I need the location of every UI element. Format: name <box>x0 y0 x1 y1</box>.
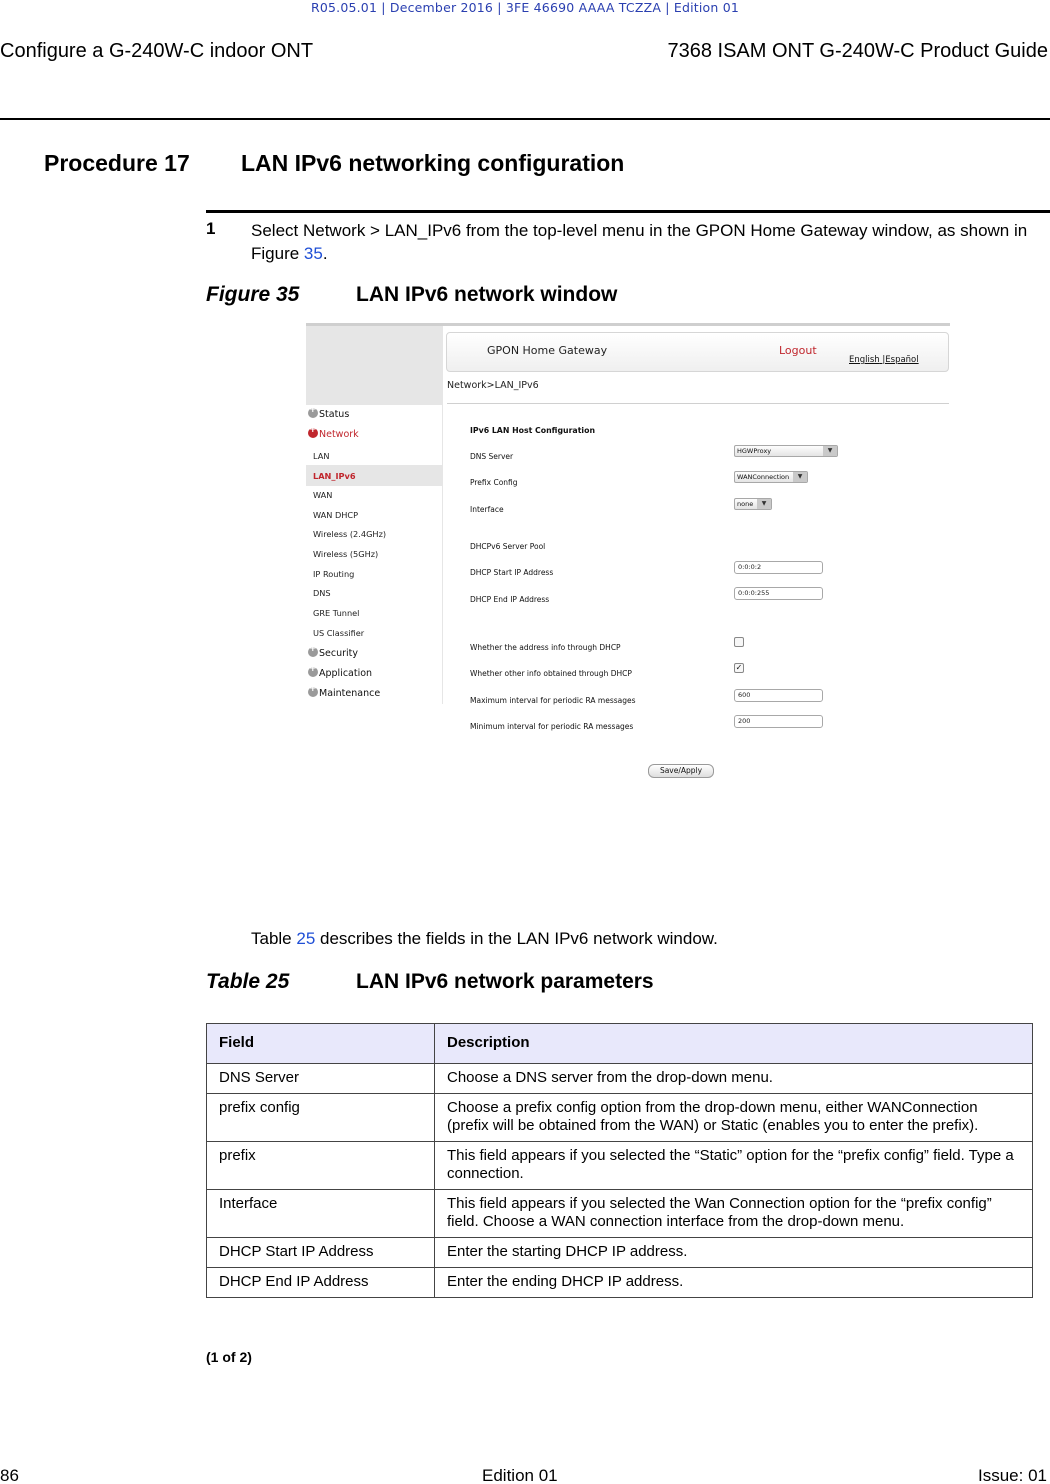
nav-lan-ipv6[interactable]: LAN_IPv6 <box>313 471 356 481</box>
addr-dhcp-label: Whether the address info through DHCP <box>470 643 621 652</box>
other-dhcp-checkbox[interactable]: ✓ <box>735 663 743 672</box>
chevron-down-icon: ▼ <box>757 499 771 509</box>
end-ip-input[interactable]: 0:0:0:255 <box>734 587 823 600</box>
figure-caption <box>206 283 617 307</box>
description-cell: Choose a prefix config option from the drop-down menu, either WANConnection (prefix will be obtained from the WAN) or Static (enables you to enter the prefix). <box>435 1094 1033 1142</box>
field-cell: prefix <box>207 1142 435 1190</box>
expand-icon <box>308 428 318 438</box>
lan-ipv6-screenshot <box>306 323 950 783</box>
step-text-before: Select Network > LAN_IPv6 from the top-level menu in the GPON Home Gateway window, as shown in Figure <box>251 221 1028 263</box>
header-divider <box>0 118 1050 120</box>
header-guide-title: 7368 ISAM ONT G-240W-C Product Guide <box>667 40 1048 62</box>
field-cell: DNS Server <box>207 1064 435 1094</box>
nav-lan[interactable]: LAN <box>313 451 330 461</box>
gateway-title: GPON Home Gateway <box>487 344 608 357</box>
nav-wireless-24ghz[interactable]: Wireless (2.4GHz) <box>313 529 387 539</box>
figure-label: Figure 35 <box>206 283 300 306</box>
table-link[interactable]: 25 <box>296 929 316 948</box>
table-row <box>207 1190 1033 1238</box>
table-row <box>207 1094 1033 1142</box>
nav-security[interactable]: +Security <box>308 647 358 659</box>
table-label: Table 25 <box>206 970 290 993</box>
description-cell: Enter the ending DHCP IP address. <box>435 1268 1033 1298</box>
lang-english-link[interactable]: English <box>849 355 880 365</box>
step-number: 1 <box>206 219 216 238</box>
parameters-table <box>206 1023 1033 1298</box>
breadcrumb-divider <box>447 403 949 404</box>
nav-wireless-5ghz[interactable]: Wireless (5GHz) <box>313 549 379 559</box>
interface-select[interactable]: none ▼ <box>734 498 772 510</box>
expand-icon <box>308 408 318 418</box>
logout-link[interactable]: Logout <box>779 344 817 357</box>
prefix-config-select[interactable]: WANConnection ▼ <box>734 471 808 483</box>
figure-title: LAN IPv6 network window <box>356 283 618 306</box>
table-continuation: (1 of 2) <box>206 1349 252 1365</box>
other-dhcp-label: Whether other info obtained through DHCP <box>470 669 632 678</box>
nav-dns[interactable]: DNS <box>313 588 331 598</box>
chevron-down-icon: ▼ <box>793 472 807 482</box>
nav-gre-tunnel[interactable]: GRE Tunnel <box>313 608 360 618</box>
start-ip-input[interactable]: 0:0:0:2 <box>734 561 823 574</box>
description-cell: Choose a DNS server from the drop-down menu. <box>435 1064 1033 1094</box>
nav-maintenance[interactable]: +Maintenance <box>308 687 380 699</box>
interface-label: Interface <box>470 505 504 514</box>
min-ra-input[interactable]: 200 <box>734 715 823 728</box>
table-caption <box>206 970 654 994</box>
procedure-heading <box>44 150 624 177</box>
table-intro <box>251 929 718 949</box>
field-cell: prefix config <box>207 1094 435 1142</box>
dns-server-label: DNS Server <box>470 452 514 461</box>
max-ra-input[interactable]: 600 <box>734 689 823 702</box>
chevron-down-icon: ▼ <box>823 446 837 456</box>
expand-icon <box>308 667 318 677</box>
breadcrumb: Network>LAN_IPv6 <box>447 380 539 391</box>
step-divider <box>206 210 1050 213</box>
footer-issue: Issue: 01 <box>978 1466 1047 1484</box>
figure-link[interactable]: 35 <box>303 244 323 263</box>
page-number: 86 <box>0 1466 19 1484</box>
description-cell: This field appears if you selected the “Static” option for the “prefix config” field. Type a connection. <box>435 1142 1033 1190</box>
table-header-row <box>207 1024 1033 1064</box>
language-switch <box>849 355 919 365</box>
prefix-config-label: Prefix Config <box>470 478 518 487</box>
nav-status[interactable]: +Status <box>308 408 349 420</box>
nav-ip-routing[interactable]: IP Routing <box>313 569 355 579</box>
section-title: IPv6 LAN Host Configuration <box>470 426 595 435</box>
min-ra-label: Minimum interval for periodic RA messages <box>470 722 634 731</box>
nav-us-classifier[interactable]: US Classifier <box>313 628 365 638</box>
save-apply-button[interactable]: Save/Apply <box>648 764 714 778</box>
procedure-title: LAN IPv6 networking configuration <box>241 150 625 176</box>
table-row <box>207 1238 1033 1268</box>
addr-dhcp-checkbox[interactable] <box>734 637 744 647</box>
step-text-after: . <box>322 244 328 263</box>
lang-spanish-link[interactable]: |Español <box>882 355 919 365</box>
nav-wan-dhcp[interactable]: WAN DHCP <box>313 510 359 520</box>
header-chapter-title: Configure a G-240W-C indoor ONT <box>0 40 314 62</box>
dns-server-select[interactable]: HGWProxy ▼ <box>734 445 838 457</box>
header-description: Description <box>435 1024 1033 1064</box>
nav-wan[interactable]: WAN <box>313 490 333 500</box>
step-text <box>251 219 1046 265</box>
pool-title: DHCPv6 Server Pool <box>470 542 546 551</box>
description-cell: This field appears if you selected the Wan Connection option for the “prefix config” field. Choose a WAN connection interface from the drop-down menu. <box>435 1190 1033 1238</box>
field-cell: DHCP Start IP Address <box>207 1238 435 1268</box>
field-cell: DHCP End IP Address <box>207 1268 435 1298</box>
table-row <box>207 1064 1033 1094</box>
start-ip-label: DHCP Start IP Address <box>470 568 554 577</box>
document-release-mark: R05.05.01 | December 2016 | 3FE 46690 AAAA TCZZA | Edition 01 <box>310 0 740 15</box>
intro-before: Table <box>251 929 297 948</box>
nav-network[interactable]: +Network <box>308 428 359 440</box>
table-row <box>207 1142 1033 1190</box>
procedure-number: Procedure 17 <box>44 150 190 176</box>
footer-edition: Edition 01 <box>482 1466 558 1484</box>
expand-icon <box>308 647 318 657</box>
table-title: LAN IPv6 network parameters <box>356 970 654 993</box>
header-field: Field <box>207 1024 435 1064</box>
max-ra-label: Maximum interval for periodic RA messages <box>470 696 636 705</box>
expand-icon <box>308 687 318 697</box>
description-cell: Enter the starting DHCP IP address. <box>435 1238 1033 1268</box>
table-row <box>207 1268 1033 1298</box>
intro-after: describes the fields in the LAN IPv6 network window. <box>315 929 718 948</box>
field-cell: Interface <box>207 1190 435 1238</box>
nav-application[interactable]: +Application <box>308 667 372 679</box>
end-ip-label: DHCP End IP Address <box>470 595 550 604</box>
